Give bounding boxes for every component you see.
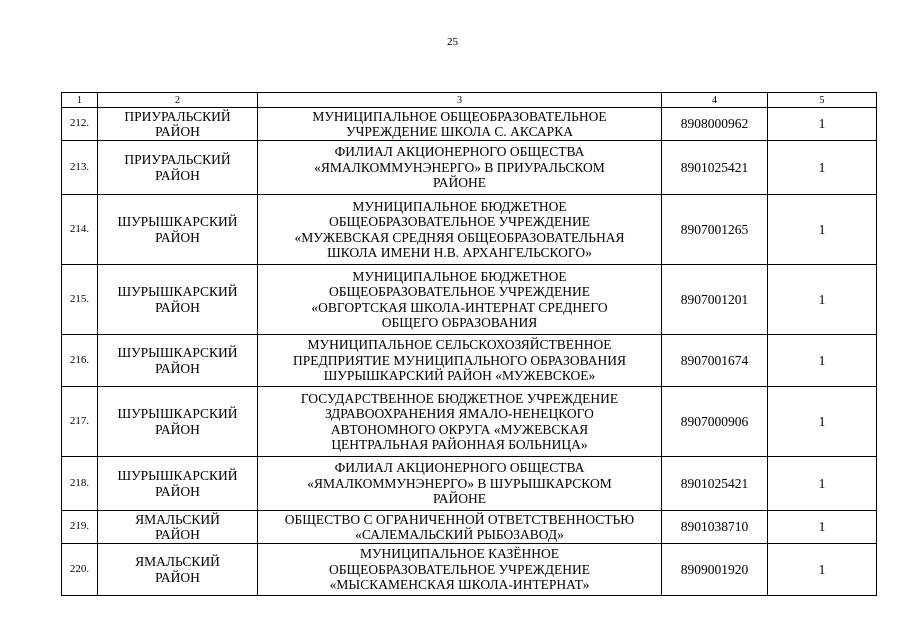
inn-cell: 8907001674 (662, 335, 768, 387)
count-cell: 1 (768, 195, 877, 265)
count-cell: 1 (768, 265, 877, 335)
table-row (62, 457, 877, 511)
count-cell: 1 (768, 335, 877, 387)
district-line: ШУРЫШКАРСКИЙ (117, 468, 238, 483)
row-number-cell: 212. (62, 108, 98, 141)
district-line: РАЙОН (155, 527, 200, 542)
count-cell: 1 (768, 387, 877, 457)
organization-name-line: «МЫСКАМЕНСКАЯ ШКОЛА-ИНТЕРНАТ» (329, 577, 590, 593)
organization-name-line: ФИЛИАЛ АКЦИОНЕРНОГО ОБЩЕСТВА (334, 144, 585, 160)
table-row (62, 265, 877, 335)
organization-name-line: МУНИЦИПАЛЬНОЕ ОБЩЕОБРАЗОВАТЕЛЬНОЕ (312, 108, 607, 124)
district-line: ЯМАЛЬСКИЙ (135, 511, 220, 527)
table-row (62, 195, 877, 265)
organization-name-line: МУНИЦИПАЛЬНОЕ СЕЛЬСКОХОЗЯЙСТВЕННОЕ (307, 337, 612, 353)
organization-name-line: РАЙОНЕ (432, 175, 487, 191)
table-row (62, 387, 877, 457)
district-line: РАЙОН (155, 124, 200, 139)
organization-name-line: ОБЩЕОБРАЗОВАТЕЛЬНОЕ УЧРЕЖДЕНИЕ (328, 561, 590, 577)
organization-name-line: «ЯМАЛКОММУНЭНЕРГО» В ПРИУРАЛЬСКОМ (314, 159, 605, 175)
organization-name-line: «МУЖЕВСКАЯ СРЕДНЯЯ ОБЩЕОБРАЗОВАТЕЛЬНАЯ (294, 229, 625, 245)
organization-name-line: «ЯМАЛКОММУНЭНЕРГО» В ШУРЫШКАРСКОМ (307, 475, 612, 491)
organization-name-line: ОБЩЕГО ОБРАЗОВАНИЯ (381, 315, 538, 330)
organization-name-line: ФИЛИАЛ АКЦИОНЕРНОГО ОБЩЕСТВА (334, 460, 585, 476)
organization-name-cell (258, 108, 662, 141)
organization-name-line: МУНИЦИПАЛЬНОЕ КАЗЁННОЕ (359, 546, 559, 562)
organizations-table (61, 92, 877, 596)
organization-name-cell (258, 544, 662, 596)
organization-name-line: РАЙОНЕ (432, 491, 487, 507)
district-cell (98, 387, 258, 457)
organization-name-line: ОБЩЕОБРАЗОВАТЕЛЬНОЕ УЧРЕЖДЕНИЕ (328, 284, 590, 299)
organization-name-line: ШКОЛА ИМЕНИ Н.В. АРХАНГЕЛЬСКОГО» (327, 245, 592, 260)
district-cell (98, 195, 258, 265)
district-cell (98, 335, 258, 387)
count-cell: 1 (768, 108, 877, 141)
count-cell: 1 (768, 511, 877, 544)
organization-name-cell (258, 457, 662, 511)
row-number-cell: 218. (62, 457, 98, 511)
inn-cell: 8907000906 (662, 387, 768, 457)
inn-cell: 8907001265 (662, 195, 768, 265)
district-line: ШУРЫШКАРСКИЙ (117, 345, 238, 360)
table-row (62, 141, 877, 195)
district-line: ШУРЫШКАРСКИЙ (117, 284, 238, 299)
row-number-cell: 217. (62, 387, 98, 457)
district-line: ЯМАЛЬСКИЙ (135, 554, 220, 569)
district-line: РАЙОН (155, 299, 200, 315)
organization-name-line: ГОСУДАРСТВЕННОЕ БЮДЖЕТНОЕ УЧРЕЖДЕНИЕ (300, 390, 619, 406)
table-row (62, 108, 877, 141)
header-cell-5: 5 (768, 93, 877, 108)
organization-name-line: «САЛЕМАЛЬСКИЙ РЫБОЗАВОД» (355, 527, 564, 542)
row-number-cell: 219. (62, 511, 98, 544)
organization-name-line: ОБЩЕСТВО С ОГРАНИЧЕННОЙ ОТВЕТСТВЕННОСТЬЮ (284, 511, 635, 527)
inn-cell: 8901038710 (662, 511, 768, 544)
district-line: ПРИУРАЛЬСКИЙ (124, 108, 231, 124)
organization-name-line: ОБЩЕОБРАЗОВАТЕЛЬНОЕ УЧРЕЖДЕНИЕ (328, 214, 590, 229)
table-row (62, 335, 877, 387)
count-cell: 1 (768, 141, 877, 195)
district-line: РАЙОН (155, 421, 200, 437)
organization-name-line: МУНИЦИПАЛЬНОЕ БЮДЖЕТНОЕ (352, 268, 567, 284)
district-cell (98, 265, 258, 335)
organization-name-cell (258, 141, 662, 195)
inn-cell: 8908000962 (662, 108, 768, 141)
inn-cell: 8909001920 (662, 544, 768, 596)
row-number-cell: 214. (62, 195, 98, 265)
organization-name-cell (258, 511, 662, 544)
organization-name-line: ПРЕДПРИЯТИЕ МУНИЦИПАЛЬНОГО ОБРАЗОВАНИЯ (292, 352, 626, 368)
district-line: РАЙОН (155, 569, 200, 585)
header-cell-2: 2 (98, 93, 258, 108)
district-line: ПРИУРАЛЬСКИЙ (124, 152, 231, 167)
header-cell-1: 1 (62, 93, 98, 108)
row-number-cell: 216. (62, 335, 98, 387)
organization-name-cell (258, 387, 662, 457)
count-cell: 1 (768, 457, 877, 511)
district-line: РАЙОН (155, 483, 200, 499)
organization-name-line: ЦЕНТРАЛЬНАЯ РАЙОННАЯ БОЛЬНИЦА» (331, 437, 588, 452)
header-cell-4: 4 (662, 93, 768, 108)
organization-name-line: МУНИЦИПАЛЬНОЕ БЮДЖЕТНОЕ (352, 198, 567, 214)
organization-name-line: «ОВГОРТСКАЯ ШКОЛА-ИНТЕРНАТ СРЕДНЕГО (311, 299, 608, 315)
organization-name-line: ШУРЫШКАРСКИЙ РАЙОН «МУЖЕВСКОЕ» (323, 368, 596, 384)
inn-cell: 8901025421 (662, 141, 768, 195)
district-line: РАЙОН (155, 229, 200, 245)
organization-name-cell (258, 335, 662, 387)
district-line: ШУРЫШКАРСКИЙ (117, 406, 238, 421)
district-line: ШУРЫШКАРСКИЙ (117, 214, 238, 229)
page-number: 25 (447, 36, 458, 48)
district-cell (98, 457, 258, 511)
district-line: РАЙОН (155, 360, 200, 376)
row-number-cell: 213. (62, 141, 98, 195)
row-number-cell: 215. (62, 265, 98, 335)
table-row (62, 511, 877, 544)
header-cell-3: 3 (258, 93, 662, 108)
inn-cell: 8901025421 (662, 457, 768, 511)
count-cell: 1 (768, 544, 877, 596)
inn-cell: 8907001201 (662, 265, 768, 335)
district-cell (98, 511, 258, 544)
district-cell (98, 108, 258, 141)
district-line: РАЙОН (155, 167, 200, 183)
organization-name-line: УЧРЕЖДЕНИЕ ШКОЛА С. АКСАРКА (346, 124, 573, 139)
table-row (62, 544, 877, 596)
organization-name-cell (258, 195, 662, 265)
row-number-cell: 220. (62, 544, 98, 596)
organization-name-line: ЗДРАВООХРАНЕНИЯ ЯМАЛО-НЕНЕЦКОГО (325, 406, 594, 421)
district-cell (98, 544, 258, 596)
organization-name-line: АВТОНОМНОГО ОКРУГА «МУЖЕВСКАЯ (330, 421, 589, 437)
table-header-row (62, 93, 877, 108)
organization-name-cell (258, 265, 662, 335)
district-cell (98, 141, 258, 195)
